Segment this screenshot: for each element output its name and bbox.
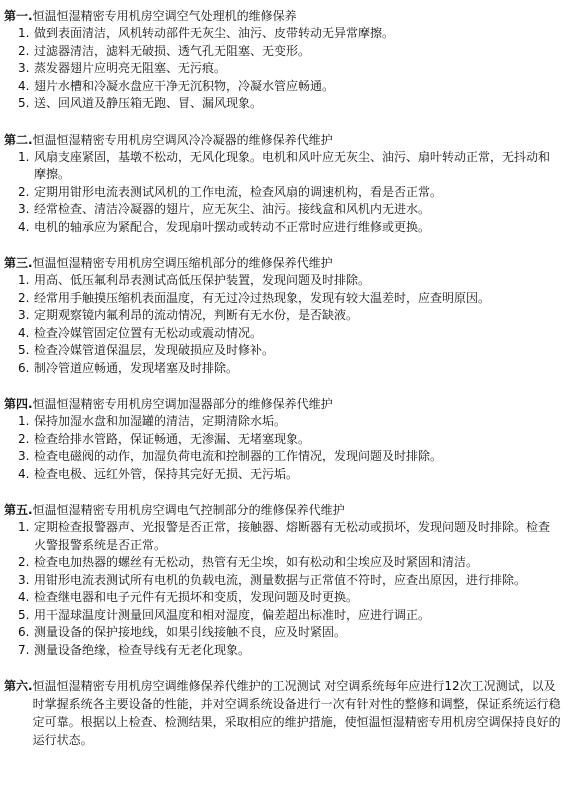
item-text: 制冷管道应畅通，发现堵塞及时排除。: [34, 360, 239, 375]
item-number: 1.: [18, 520, 30, 534]
list-item: [4, 25, 561, 43]
section-heading: [4, 395, 561, 413]
item-number: 4.: [18, 325, 30, 340]
item-number: 5.: [18, 96, 30, 110]
section-heading: [4, 677, 561, 749]
section-title: 恒温恒湿精密专用机房空调加湿器部分的维修保养代维护: [32, 397, 333, 411]
item-number: 4.: [18, 466, 30, 481]
item-text: 蒸发器翅片应明亮无阻塞、无污痕。: [34, 61, 227, 75]
item-text: 检查电加热器的螺丝有无松动，热管有无尘埃，如有松动和尘埃应及时紧固和清洁。: [34, 555, 479, 569]
list-item: [4, 325, 561, 343]
section-heading: [4, 131, 561, 149]
item-text: 检查电磁阀的动作，加湿负荷电流和控制器的工作情况，发现问题及时排除。: [34, 449, 443, 463]
item-text: 做到表面清洁，风机转动部件无灰尘、油污、皮带转动无异常摩擦。: [34, 26, 395, 40]
list-item: [4, 60, 561, 78]
list-item: [4, 95, 561, 113]
section-heading: [4, 254, 561, 272]
item-number: 3.: [18, 572, 30, 587]
item-number: 2.: [18, 184, 30, 199]
item-number: 4.: [18, 590, 30, 604]
section-heading: [4, 501, 561, 519]
item-number: 3.: [18, 449, 30, 463]
item-text: 定期观察镜内氟利昂的流动情况，判断有无水份，是否缺液。: [34, 308, 359, 322]
item-number: 2.: [18, 555, 30, 569]
list-item: [4, 219, 561, 237]
list-item: [4, 307, 561, 325]
list-item: [4, 642, 561, 660]
item-number: 3.: [18, 202, 30, 216]
item-number: 2.: [18, 290, 30, 305]
item-number: 5.: [18, 343, 30, 357]
item-number: 1.: [18, 26, 30, 40]
section-3: [4, 254, 561, 377]
section-1: [4, 7, 561, 113]
item-number: 3.: [18, 61, 30, 75]
section-number: 第四.: [4, 397, 33, 411]
item-number: 6.: [18, 625, 30, 639]
section-number: 第三.: [4, 256, 33, 270]
item-text: 用钳形电流表测试所有电机的负载电流，测量数据与正常值不符时，应查出原因，进行排除。: [34, 572, 527, 587]
item-text: 定期检查报警器声、光报警是否正常，接触器、熔断器有无松动或损坏，发现问题及时排除。检查火警报警系统是否正常。: [34, 520, 551, 552]
list-item: [4, 201, 561, 219]
item-text: 送、回风道及静压箱无跑、冒、漏风现象。: [34, 96, 263, 110]
item-number: 2.: [18, 43, 30, 58]
item-number: 4.: [18, 78, 30, 93]
item-number: 6.: [18, 360, 30, 375]
item-text: 测量设备绝缘，检查导线有无老化现象。: [34, 642, 251, 657]
list-item: [4, 360, 561, 378]
item-text: 经常用手触摸压缩机表面温度，有无过冷过热现象，发现有较大温差时，应查明原因。: [34, 290, 491, 305]
list-item: [4, 413, 561, 431]
section-title: 恒温恒湿精密专用机房空调空气处理机的维修保养: [32, 9, 297, 23]
list-item: [4, 272, 561, 290]
list-item: [4, 554, 561, 572]
item-text: 经常检查、清洁冷凝器的翅片，应无灰尘、油污。接线盒和风机内无进水。: [34, 202, 431, 216]
list-item: [4, 466, 561, 484]
list-item: [4, 589, 561, 607]
item-text: 检查继电器和电子元件有无损坏和变质，发现问题及时更换。: [34, 590, 359, 604]
item-text: 风扇支座紧固，基墩不松动，无风化现象。电机和风叶应无灰尘、油污、扇叶转动正常，无抖动和摩擦。: [34, 149, 551, 181]
item-list: [4, 272, 561, 377]
list-item: [4, 572, 561, 590]
item-text: 翅片水槽和冷凝水盘应干净无沉积物，冷凝水管应畅通。: [34, 78, 335, 93]
section-number: 第二.: [4, 132, 33, 147]
item-list: [4, 413, 561, 483]
section-title: 恒温恒湿精密专用机房空调压缩机部分的维修保养代维护: [32, 256, 333, 270]
section-number: 第五.: [4, 503, 33, 517]
section-number: 第一.: [4, 9, 33, 23]
section-title: 恒温恒湿精密专用机房空调电气控制部分的维修保养代维护: [32, 503, 345, 517]
item-number: 2.: [18, 431, 30, 446]
list-item: [4, 342, 561, 360]
item-text: 定期用钳形电流表测试风机的工作电流，检查风扇的调速机构，看是否正常。: [34, 184, 443, 199]
list-item: [4, 624, 561, 642]
list-item: [4, 290, 561, 308]
item-text: 检查冷媒管固定位置有无松动或震动情况。: [34, 325, 263, 340]
list-item: [4, 43, 561, 61]
item-text: 过滤器清洁，滤料无破损、透气孔无阻塞、无变形。: [34, 43, 311, 58]
item-list: [4, 25, 561, 113]
item-number: 7.: [18, 642, 30, 657]
section-5: [4, 501, 561, 659]
list-item: [4, 149, 561, 184]
item-text: 电机的轴承应为紧配合，发现扇叶摆动或转动不正常时应进行维修或更换。: [34, 219, 431, 234]
section-heading: [4, 7, 561, 25]
section-paragraph: 恒温恒湿精密专用机房空调维修保养代维护的工况测试 对空调系统每年应进行12次工况测试，以及时掌握系统各主要设备的性能，并对空调系统设备进行一次有针对性的整修和调整，保证系统运行稳定可靠。根据以上检查、检测结果，采取相应的维护措施，使恒温恒湿精密专用机房空调保持良好的运行状态。: [32, 679, 561, 747]
list-item: [4, 78, 561, 96]
item-text: 检查给排水管路，保证畅通，无渗漏、无堵塞现象。: [34, 431, 311, 446]
list-item: [4, 431, 561, 449]
item-number: 5.: [18, 607, 30, 622]
section-number: 第六.: [4, 679, 33, 693]
item-text: 检查冷媒管道保温层，发现破损应及时修补。: [34, 343, 275, 357]
section-2: [4, 131, 561, 237]
section-4: [4, 395, 561, 483]
item-text: 测量设备的保护接地线，如果引线接触不良，应及时紧固。: [34, 625, 347, 639]
item-number: 1.: [18, 149, 30, 164]
list-item: [4, 184, 561, 202]
item-number: 1.: [18, 273, 30, 287]
item-number: 4.: [18, 219, 30, 234]
list-item: [4, 519, 561, 554]
list-item: [4, 607, 561, 625]
section-title: 恒温恒湿精密专用机房空调风冷冷凝器的维修保养代维护: [32, 132, 333, 147]
item-text: 检查电极、远红外管，保持其完好无损、无污垢。: [34, 466, 299, 481]
item-text: 用干湿球温度计测量回风温度和相对湿度，偏差超出标准时，应进行调正。: [34, 607, 431, 622]
section-6: [4, 677, 561, 749]
item-list: [4, 149, 561, 237]
item-number: 1.: [18, 414, 30, 428]
list-item: [4, 448, 561, 466]
item-list: [4, 519, 561, 659]
item-number: 3.: [18, 308, 30, 322]
item-text: 用高、低压氟利昂表测试高低压保护装置，发现问题及时排除。: [34, 273, 371, 287]
item-text: 保持加湿水盘和加湿罐的清洁，定期清除水垢。: [34, 414, 287, 428]
